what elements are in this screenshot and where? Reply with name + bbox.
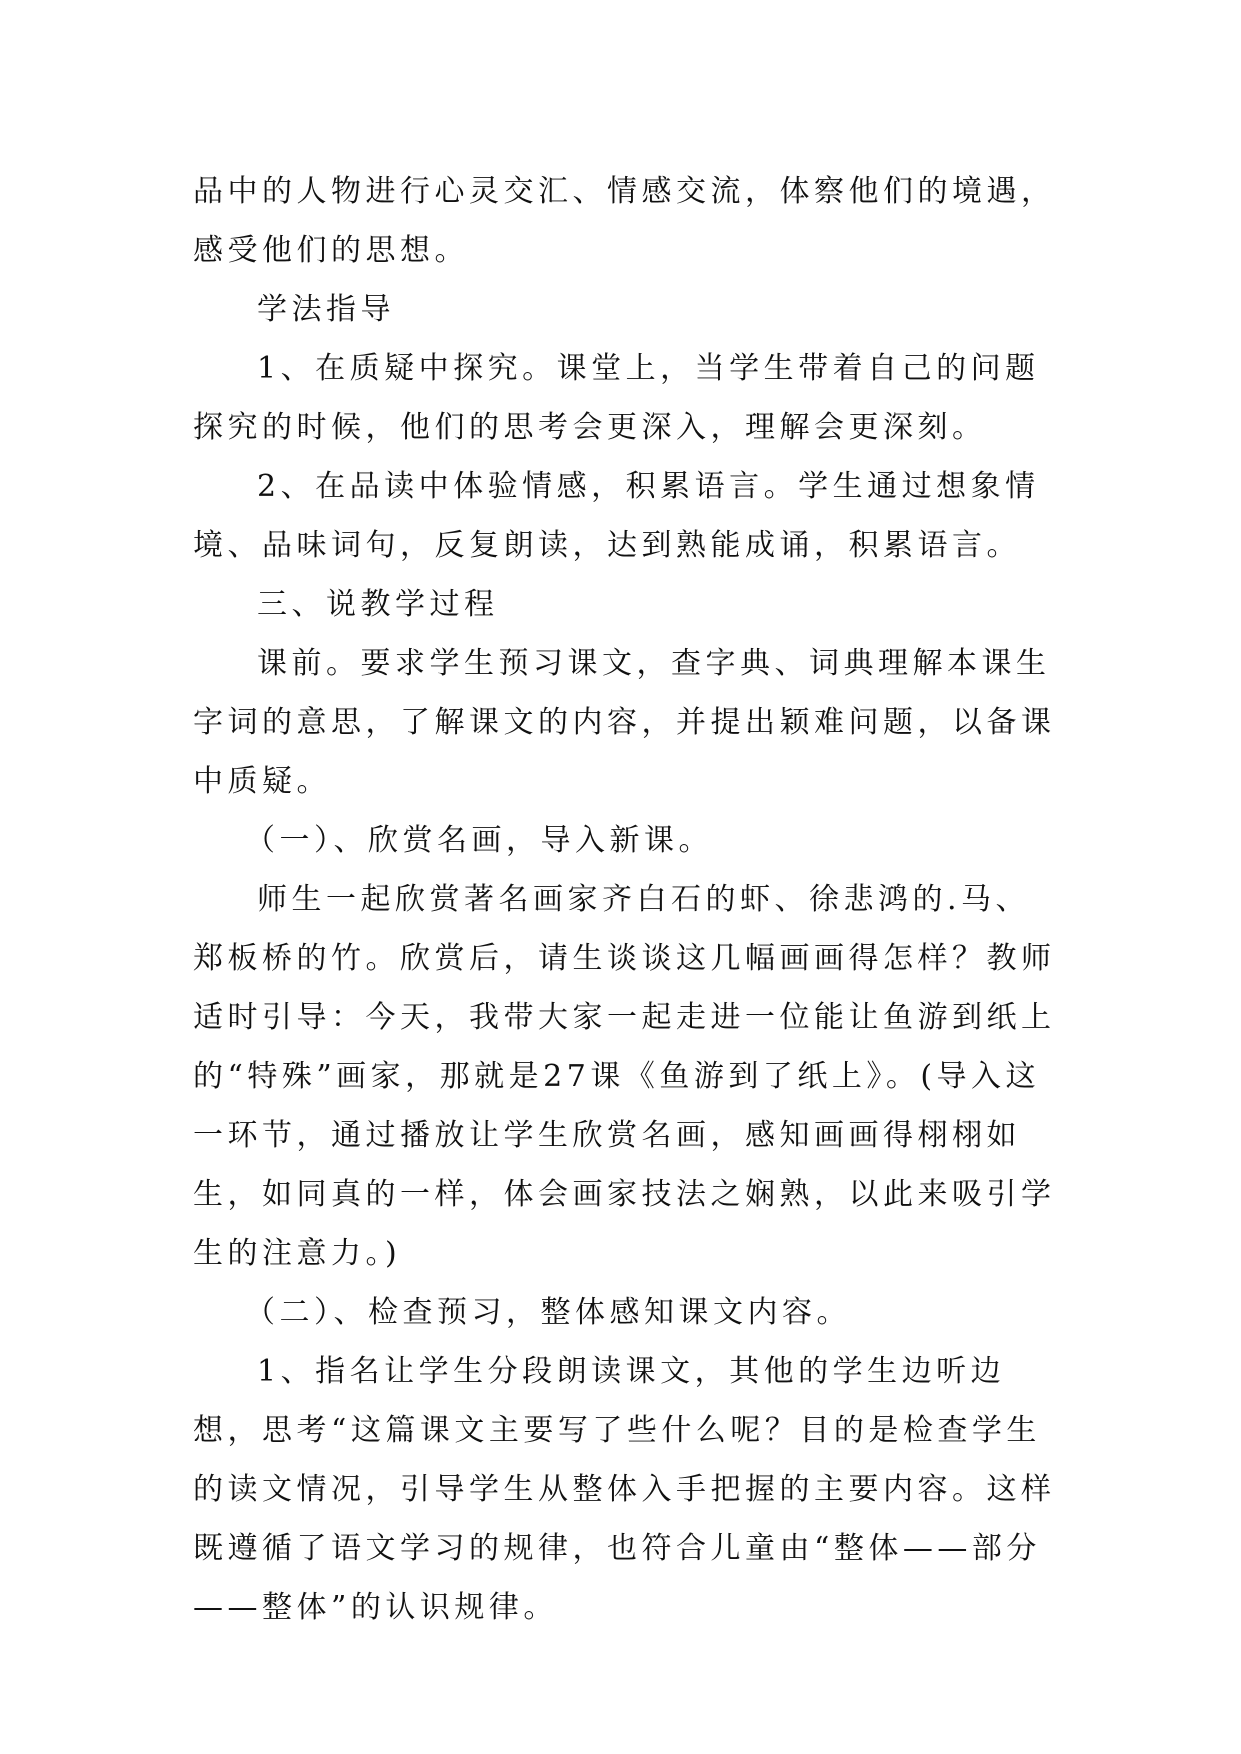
- paragraph-method-1: 1、在质疑中探究。课堂上，当学生带着自己的问题探究的时候，他们的思考会更深入，理解会更深刻。: [193, 351, 1040, 445]
- paragraph-step-2-item-1: 1、指名让学生分段朗读课文，其他的学生边听边想，思考“这篇课文主要写了些什么呢？目的是检查学生的读文情况，引导学生从整体入手把握的主要内容。这样既遵循了语文学习的规律，也符合儿童由“整体——部分——整体”的认识规律。: [193, 1354, 1056, 1625]
- heading-study-method: 学法指导: [257, 292, 395, 327]
- subheading-step-1: （一）、欣赏名画，导入新课。: [245, 823, 713, 858]
- paragraph-before-class: 课前。要求学生预习课文，查字典、词典理解本课生字词的意思，了解课文的内容，并提出颖难问题，以备课中质疑。: [193, 646, 1056, 799]
- paragraph-method-2: 2、在品读中体验情感，积累语言。学生通过想象情境、品味词句，反复朗读，达到熟能成诵，积累语言。: [193, 469, 1040, 563]
- heading-teaching-process: 三、说教学过程: [257, 587, 499, 622]
- document-body: [193, 162, 1063, 1637]
- paragraph-step-1: 师生一起欣赏著名画家齐白石的虾、徐悲鸿的.马、郑板桥的竹。欣赏后，请生谈谈这几幅画画得怎样？教师适时引导：今天，我带大家一起走进一位能让鱼游到纸上的“特殊”画家，那就是27课《鱼游到了纸上》。(导入这一环节，通过播放让学生欣赏名画，感知画画得栩栩如生，如同真的一样，体会画家技法之娴熟，以此来吸引学生的注意力。): [193, 882, 1056, 1271]
- subheading-step-2: （二）、检查预习，整体感知课文内容。: [245, 1295, 851, 1330]
- paragraph-continuation: 品中的人物进行心灵交汇、情感交流，体察他们的境遇，感受他们的思想。: [193, 174, 1056, 268]
